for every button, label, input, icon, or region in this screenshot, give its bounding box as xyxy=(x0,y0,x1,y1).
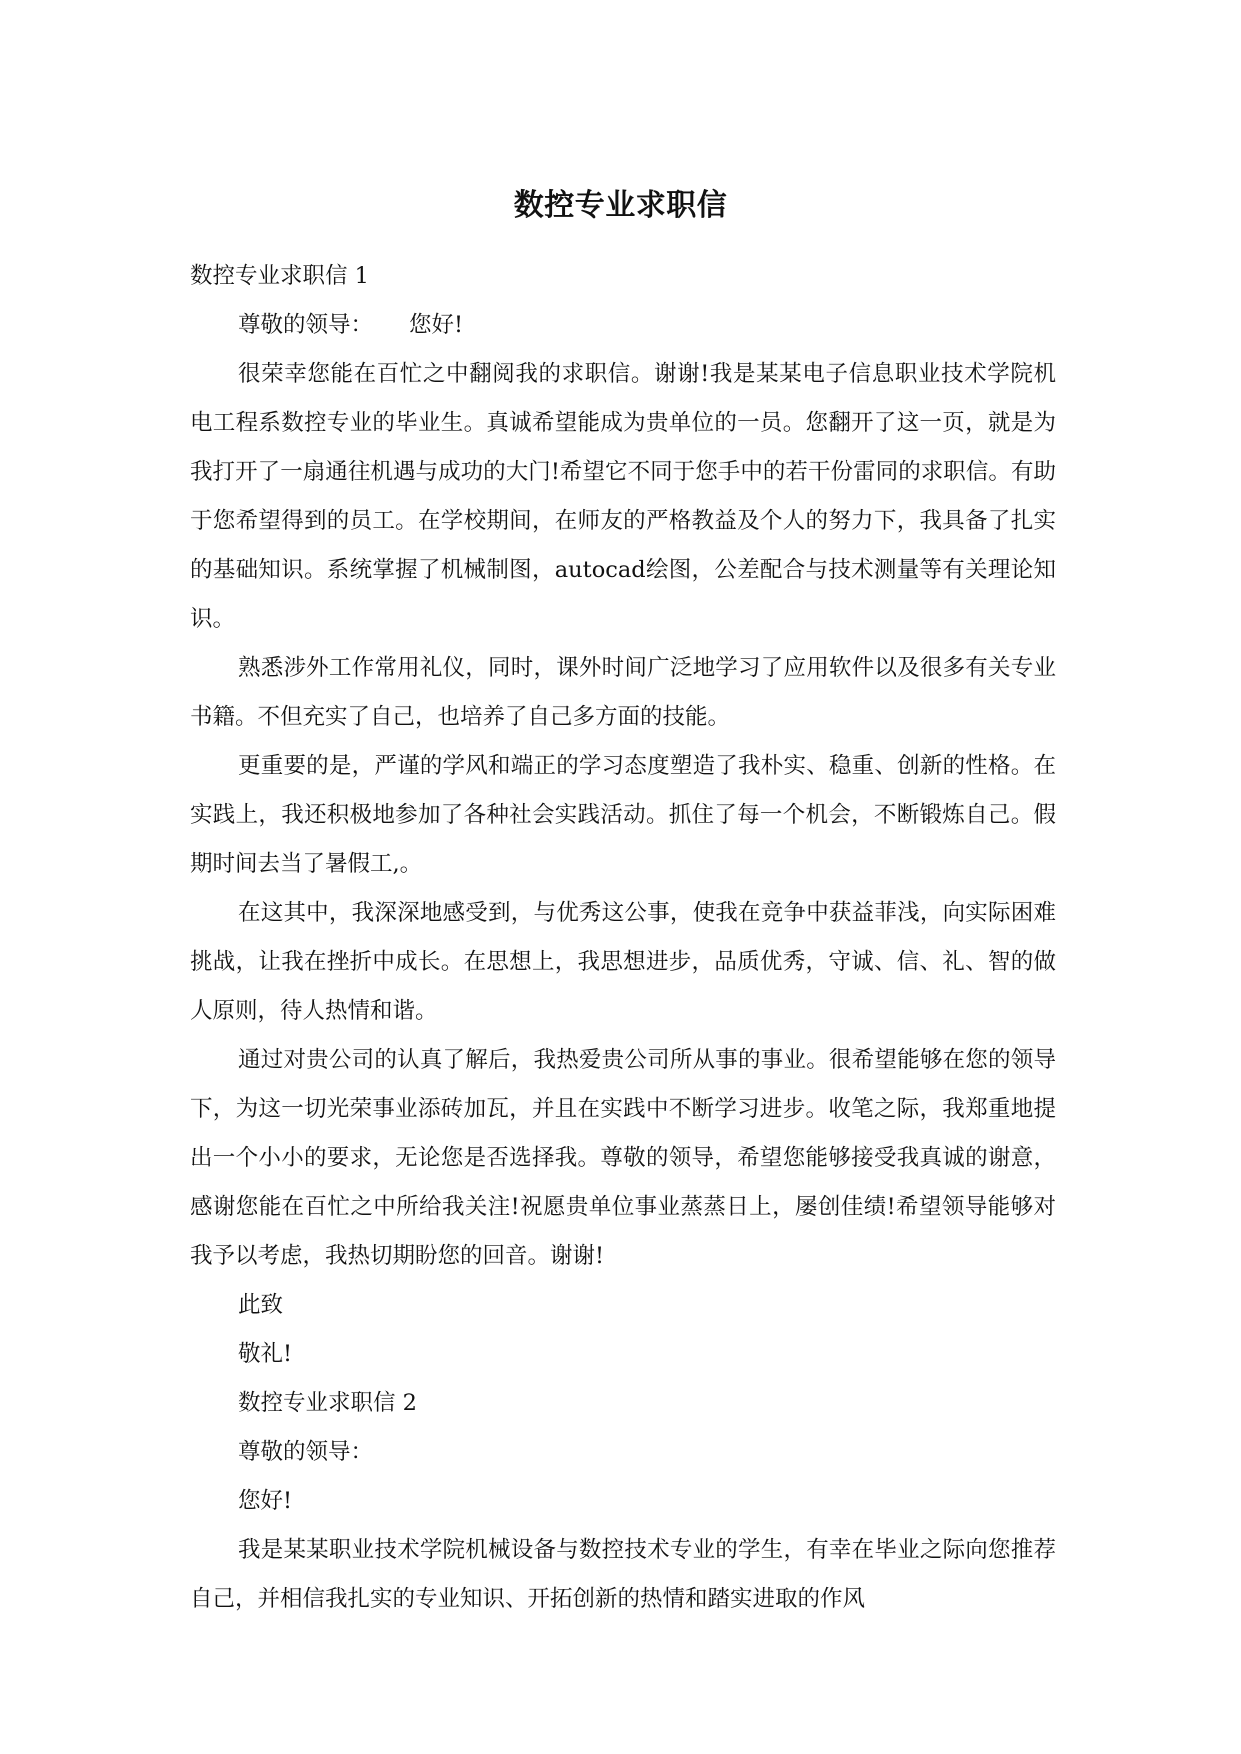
letter-2-heading: 数控专业求职信 2 xyxy=(238,1390,417,1416)
paragraph: 在这其中，我深深地感受到，与优秀这公事，使我在竞争中获益菲浅，向实际困难挑战，让我在挫折中成长。在思想上，我思想进步，品质优秀，守诚、信、礼、智的做人原则，待人热情和谐。 xyxy=(190,900,1056,1024)
paragraph: 我是某某职业技术学院机械设备与数控技术专业的学生，有幸在毕业之际向您推荐自己，并相信我扎实的专业知识、开拓创新的热情和踏实进取的作风 xyxy=(190,1537,1056,1612)
letter-1-greeting xyxy=(190,301,1056,350)
document-title: 数控专业求职信 xyxy=(513,188,728,223)
letter-2-salutation: 尊敬的领导： xyxy=(238,1439,374,1465)
closing: 此致 xyxy=(238,1292,284,1318)
paragraph: 更重要的是，严谨的学风和端正的学习态度塑造了我朴实、稳重、创新的性格。在实践上，我还积极地参加了各种社会实践活动。抓住了每一个机会，不断锻炼自己。假期时间去当了暑假工,。 xyxy=(190,753,1056,877)
letter-1-heading: 数控专业求职信 1 xyxy=(190,263,369,289)
salutation: 尊敬的领导： xyxy=(238,312,374,338)
paragraph: 通过对贵公司的认真了解后，我热爱贵公司所从事的事业。很希望能够在您的领导下，为这一切光荣事业添砖加瓦，并且在实践中不断学习进步。收笔之际，我郑重地提出一个小小的要求，无论您是否选择我。尊敬的领导，希望您能够接受我真诚的谢意，感谢您能在百忙之中所给我关注!祝愿贵单位事业蒸蒸日上，屡创佳绩!希望领导能够对我予以考虑，我热切期盼您的回音。谢谢! xyxy=(190,1047,1056,1269)
salute: 敬礼! xyxy=(238,1341,293,1367)
hello: 您好! xyxy=(409,312,464,338)
paragraph: 很荣幸您能在百忙之中翻阅我的求职信。谢谢!我是某某电子信息职业技术学院机电工程系数控专业的毕业生。真诚希望能成为贵单位的一员。您翻开了这一页，就是为我打开了一扇通往机遇与成功的大门!希望它不同于您手中的若干份雷同的求职信。有助于您希望得到的员工。在学校期间，在师友的严格教益及个人的努力下，我具备了扎实的基础知识。系统掌握了机械制图，autocad绘图，公差配合与技术测量等有关理论知识。 xyxy=(190,361,1056,632)
paragraph: 熟悉涉外工作常用礼仪，同时，课外时间广泛地学习了应用软件以及很多有关专业书籍。不但充实了自己，也培养了自己多方面的技能。 xyxy=(190,655,1056,730)
letter-2-hello: 您好! xyxy=(238,1488,293,1514)
document-body xyxy=(190,252,1056,1624)
